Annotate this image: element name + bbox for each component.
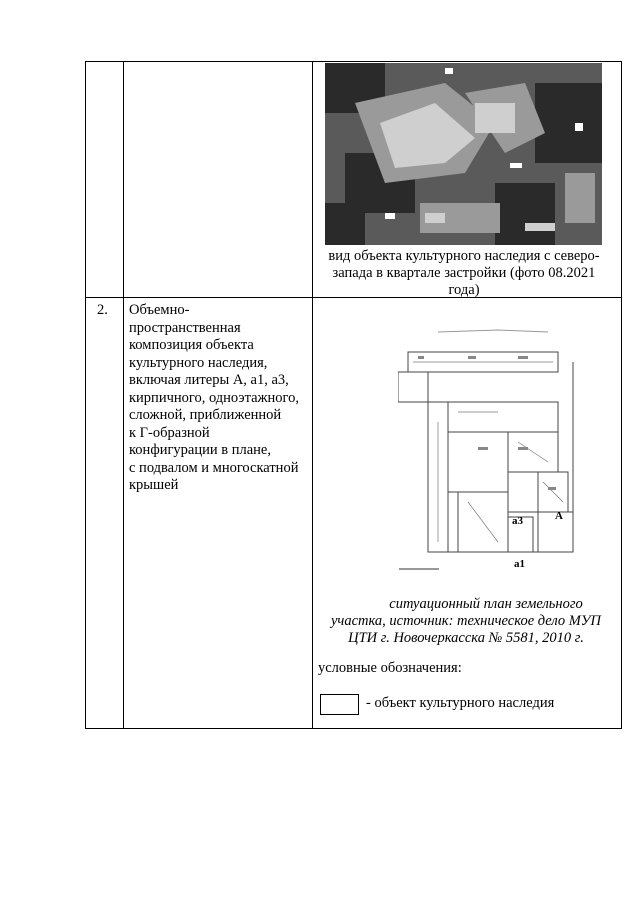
description-line: крышей bbox=[129, 477, 179, 493]
description-line: с подвалом и многоскатной bbox=[129, 459, 299, 476]
plan-label-a: А bbox=[555, 510, 563, 522]
table-border-top bbox=[85, 61, 622, 62]
description-line: сложной, приближенной bbox=[129, 407, 282, 423]
plan-label-a1: а1 bbox=[514, 558, 525, 570]
legend-swatch bbox=[320, 694, 359, 715]
description-line: к Г-образной bbox=[129, 424, 210, 441]
description-line: пространственная bbox=[129, 319, 241, 336]
plan-label-a3: а3 bbox=[512, 515, 523, 527]
description-line: Объемно- bbox=[129, 302, 190, 318]
plan-caption-line: участка, источник: техническое дело МУП bbox=[330, 613, 602, 629]
column-divider-1 bbox=[123, 61, 124, 729]
description-line: кирпичного, одноэтажного, bbox=[129, 389, 300, 406]
description-line: включая литеры А, а1, а3, bbox=[129, 372, 289, 388]
photo-caption: вид объекта культурного наследия с северо-запада в квартале застройки (фото 08.2021 года) bbox=[328, 248, 600, 298]
column-divider-2 bbox=[312, 61, 313, 729]
description-line: культурного наследия, bbox=[129, 354, 268, 371]
aerial-photo bbox=[325, 63, 602, 245]
row-number: 2. bbox=[97, 302, 108, 318]
object-description bbox=[129, 302, 306, 495]
plan-caption-line: ЦТИ г. Новочеркасска № 5581, 2010 г. bbox=[348, 630, 584, 646]
legend-item-label: - объект культурного наследия bbox=[366, 695, 555, 711]
site-plan-drawing bbox=[398, 322, 592, 580]
legend-title: условные обозначения: bbox=[318, 660, 462, 676]
plan-caption-line: ситуационный план земельного bbox=[389, 596, 583, 612]
description-line: композиция объекта bbox=[129, 337, 254, 353]
description-line: конфигурации в плане, bbox=[129, 442, 271, 458]
table-border-bottom bbox=[85, 728, 622, 729]
table-border-left bbox=[85, 61, 86, 729]
table-border-right bbox=[621, 61, 622, 729]
plan-caption bbox=[316, 596, 616, 647]
